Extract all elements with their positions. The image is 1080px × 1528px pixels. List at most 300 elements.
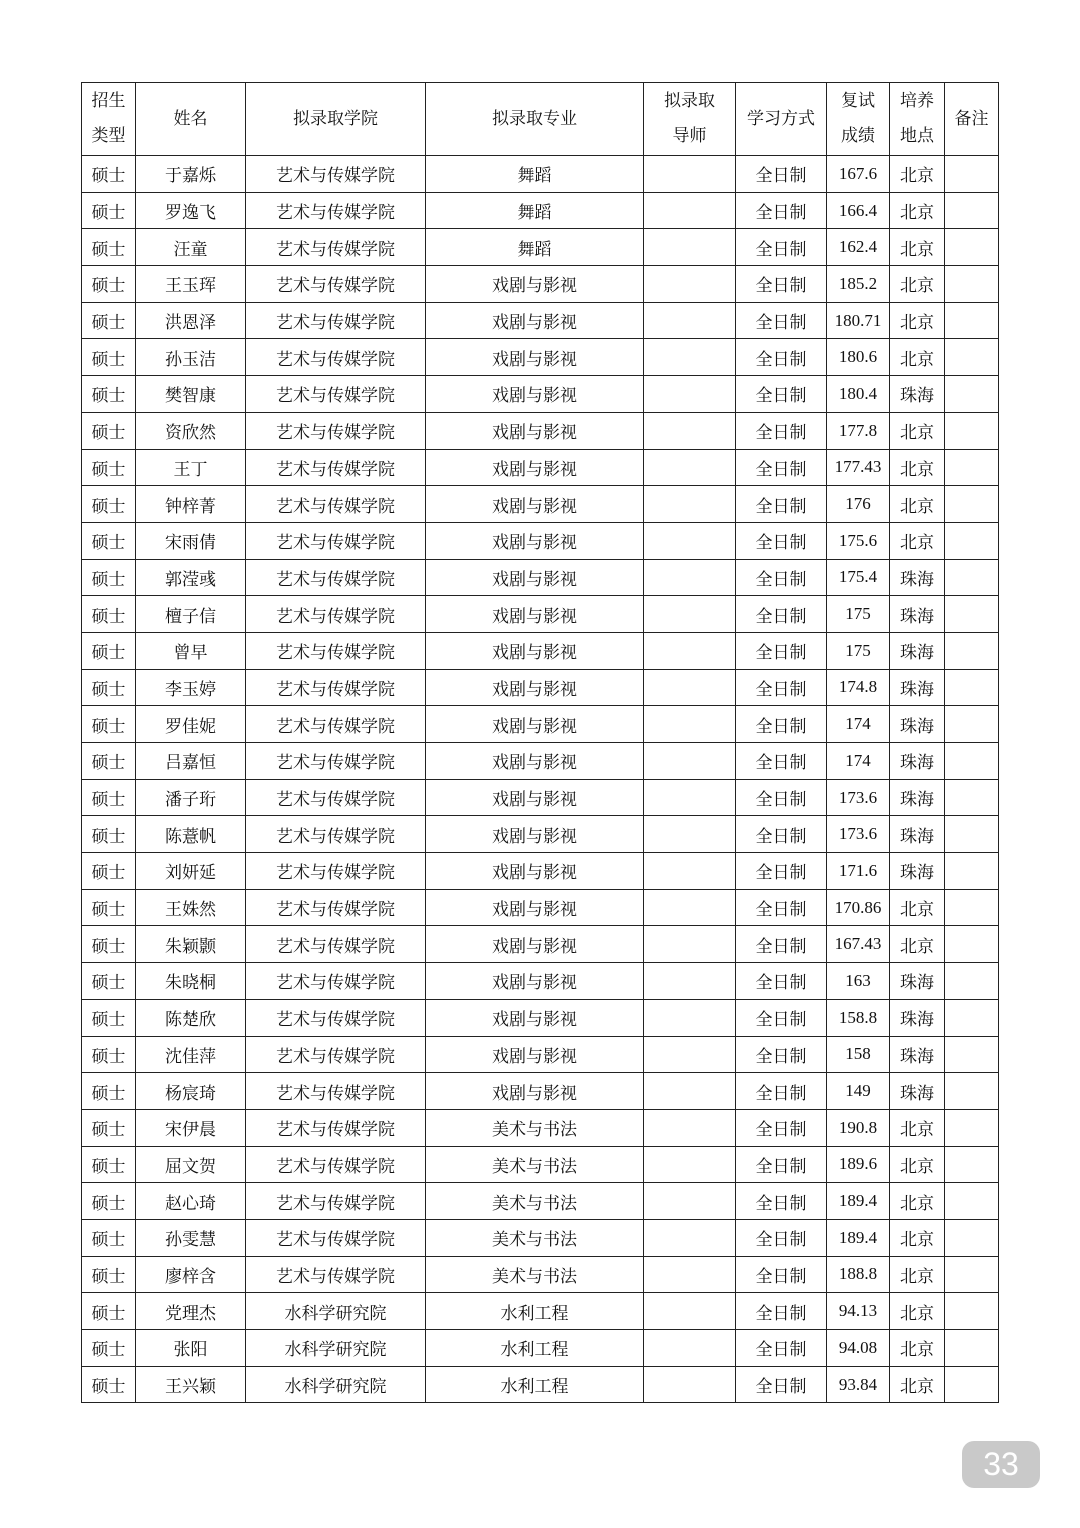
cell-advisor [644, 192, 736, 229]
cell-remark [945, 926, 999, 963]
cell-location: 北京 [890, 339, 945, 376]
cell-mode: 全日制 [736, 229, 827, 266]
cell-name: 潘子珩 [136, 779, 246, 816]
cell-remark [945, 889, 999, 926]
cell-remark [945, 632, 999, 669]
header-name: 姓名 [136, 83, 246, 156]
cell-name: 王兴颖 [136, 1366, 246, 1403]
cell-type: 硕士 [82, 266, 136, 303]
table-row [82, 339, 999, 376]
cell-name: 宋伊晨 [136, 1109, 246, 1146]
header-score: 复试 成绩 [827, 83, 890, 156]
cell-type: 硕士 [82, 339, 136, 376]
cell-location: 珠海 [890, 632, 945, 669]
cell-location: 北京 [890, 926, 945, 963]
cell-mode: 全日制 [736, 999, 827, 1036]
cell-college: 艺术与传媒学院 [246, 669, 426, 706]
header-row [82, 83, 999, 156]
cell-mode: 全日制 [736, 889, 827, 926]
cell-college: 艺术与传媒学院 [246, 706, 426, 743]
table-row [82, 156, 999, 193]
cell-major: 舞蹈 [426, 192, 644, 229]
cell-name: 郭滢彧 [136, 559, 246, 596]
cell-remark [945, 999, 999, 1036]
cell-score: 162.4 [827, 229, 890, 266]
cell-name: 廖梓含 [136, 1256, 246, 1293]
cell-type: 硕士 [82, 1330, 136, 1367]
cell-college: 艺术与传媒学院 [246, 1073, 426, 1110]
cell-mode: 全日制 [736, 1256, 827, 1293]
cell-type: 硕士 [82, 706, 136, 743]
cell-major: 美术与书法 [426, 1256, 644, 1293]
cell-location: 珠海 [890, 596, 945, 633]
cell-location: 北京 [890, 302, 945, 339]
cell-name: 樊智康 [136, 376, 246, 413]
cell-type: 硕士 [82, 1073, 136, 1110]
cell-mode: 全日制 [736, 1073, 827, 1110]
cell-score: 188.8 [827, 1256, 890, 1293]
cell-type: 硕士 [82, 376, 136, 413]
cell-score: 174 [827, 706, 890, 743]
cell-score: 94.13 [827, 1293, 890, 1330]
cell-score: 189.4 [827, 1219, 890, 1256]
cell-remark [945, 1256, 999, 1293]
cell-location: 珠海 [890, 376, 945, 413]
cell-advisor [644, 779, 736, 816]
cell-location: 珠海 [890, 853, 945, 890]
cell-remark [945, 1183, 999, 1220]
cell-mode: 全日制 [736, 596, 827, 633]
cell-score: 170.86 [827, 889, 890, 926]
cell-remark [945, 743, 999, 780]
cell-advisor [644, 926, 736, 963]
cell-name: 资欣然 [136, 412, 246, 449]
cell-college: 艺术与传媒学院 [246, 632, 426, 669]
cell-advisor [644, 449, 736, 486]
cell-mode: 全日制 [736, 1293, 827, 1330]
cell-major: 戏剧与影视 [426, 559, 644, 596]
cell-remark [945, 559, 999, 596]
cell-college: 艺术与传媒学院 [246, 412, 426, 449]
cell-college: 艺术与传媒学院 [246, 156, 426, 193]
table-row [82, 816, 999, 853]
cell-major: 戏剧与影视 [426, 926, 644, 963]
cell-college: 艺术与传媒学院 [246, 779, 426, 816]
header-type: 招生 类型 [82, 83, 136, 156]
cell-name: 刘妍延 [136, 853, 246, 890]
cell-advisor [644, 486, 736, 523]
cell-name: 王丁 [136, 449, 246, 486]
cell-college: 艺术与传媒学院 [246, 1036, 426, 1073]
cell-name: 钟梓菁 [136, 486, 246, 523]
cell-college: 艺术与传媒学院 [246, 486, 426, 523]
table-row [82, 1366, 999, 1403]
cell-score: 175 [827, 632, 890, 669]
cell-score: 158.8 [827, 999, 890, 1036]
cell-type: 硕士 [82, 449, 136, 486]
cell-college: 艺术与传媒学院 [246, 266, 426, 303]
cell-advisor [644, 853, 736, 890]
cell-college: 水科学研究院 [246, 1330, 426, 1367]
cell-mode: 全日制 [736, 449, 827, 486]
cell-score: 180.6 [827, 339, 890, 376]
cell-name: 孙雯慧 [136, 1219, 246, 1256]
cell-score: 176 [827, 486, 890, 523]
cell-location: 北京 [890, 229, 945, 266]
cell-major: 戏剧与影视 [426, 889, 644, 926]
cell-score: 174.8 [827, 669, 890, 706]
table-body [82, 156, 999, 1403]
cell-advisor [644, 522, 736, 559]
cell-advisor [644, 1330, 736, 1367]
table-row [82, 999, 999, 1036]
cell-type: 硕士 [82, 229, 136, 266]
cell-major: 戏剧与影视 [426, 1036, 644, 1073]
cell-advisor [644, 559, 736, 596]
cell-advisor [644, 1183, 736, 1220]
cell-location: 北京 [890, 192, 945, 229]
cell-name: 党理杰 [136, 1293, 246, 1330]
cell-advisor [644, 999, 736, 1036]
cell-mode: 全日制 [736, 1219, 827, 1256]
cell-remark [945, 669, 999, 706]
cell-major: 戏剧与影视 [426, 412, 644, 449]
admission-table [81, 82, 999, 1403]
cell-score: 180.71 [827, 302, 890, 339]
cell-mode: 全日制 [736, 156, 827, 193]
cell-advisor [644, 1146, 736, 1183]
cell-advisor [644, 632, 736, 669]
table-row [82, 229, 999, 266]
cell-name: 汪童 [136, 229, 246, 266]
header-advisor: 拟录取 导师 [644, 83, 736, 156]
cell-name: 朱晓桐 [136, 963, 246, 1000]
cell-remark [945, 1109, 999, 1146]
cell-mode: 全日制 [736, 743, 827, 780]
cell-advisor [644, 963, 736, 1000]
cell-remark [945, 192, 999, 229]
cell-location: 北京 [890, 889, 945, 926]
cell-remark [945, 1036, 999, 1073]
cell-major: 戏剧与影视 [426, 853, 644, 890]
cell-major: 美术与书法 [426, 1183, 644, 1220]
cell-advisor [644, 266, 736, 303]
table-row [82, 1036, 999, 1073]
cell-major: 美术与书法 [426, 1146, 644, 1183]
cell-remark [945, 486, 999, 523]
cell-location: 珠海 [890, 1073, 945, 1110]
cell-score: 177.8 [827, 412, 890, 449]
cell-advisor [644, 1293, 736, 1330]
table-row [82, 669, 999, 706]
cell-remark [945, 816, 999, 853]
cell-college: 艺术与传媒学院 [246, 522, 426, 559]
cell-major: 戏剧与影视 [426, 779, 644, 816]
cell-mode: 全日制 [736, 853, 827, 890]
cell-major: 舞蹈 [426, 229, 644, 266]
cell-remark [945, 853, 999, 890]
cell-major: 水利工程 [426, 1330, 644, 1367]
cell-name: 陈楚欣 [136, 999, 246, 1036]
cell-score: 163 [827, 963, 890, 1000]
cell-mode: 全日制 [736, 266, 827, 303]
cell-location: 珠海 [890, 743, 945, 780]
cell-college: 艺术与传媒学院 [246, 853, 426, 890]
cell-score: 175.6 [827, 522, 890, 559]
cell-major: 戏剧与影视 [426, 963, 644, 1000]
cell-mode: 全日制 [736, 339, 827, 376]
cell-type: 硕士 [82, 192, 136, 229]
cell-college: 艺术与传媒学院 [246, 596, 426, 633]
cell-major: 美术与书法 [426, 1219, 644, 1256]
table-row [82, 743, 999, 780]
cell-remark [945, 266, 999, 303]
cell-mode: 全日制 [736, 192, 827, 229]
cell-score: 173.6 [827, 816, 890, 853]
table-row [82, 1183, 999, 1220]
table-row [82, 889, 999, 926]
cell-college: 水科学研究院 [246, 1366, 426, 1403]
cell-remark [945, 449, 999, 486]
cell-score: 93.84 [827, 1366, 890, 1403]
cell-advisor [644, 816, 736, 853]
cell-type: 硕士 [82, 596, 136, 633]
cell-college: 艺术与传媒学院 [246, 339, 426, 376]
cell-score: 189.4 [827, 1183, 890, 1220]
cell-remark [945, 1073, 999, 1110]
cell-major: 戏剧与影视 [426, 669, 644, 706]
cell-location: 北京 [890, 156, 945, 193]
cell-score: 189.6 [827, 1146, 890, 1183]
table-row [82, 1146, 999, 1183]
cell-mode: 全日制 [736, 522, 827, 559]
cell-college: 艺术与传媒学院 [246, 816, 426, 853]
cell-mode: 全日制 [736, 1036, 827, 1073]
cell-score: 185.2 [827, 266, 890, 303]
cell-type: 硕士 [82, 1146, 136, 1183]
cell-college: 艺术与传媒学院 [246, 192, 426, 229]
cell-remark [945, 1293, 999, 1330]
cell-type: 硕士 [82, 486, 136, 523]
cell-name: 王玉珲 [136, 266, 246, 303]
cell-college: 艺术与传媒学院 [246, 1219, 426, 1256]
table-row [82, 1330, 999, 1367]
cell-mode: 全日制 [736, 632, 827, 669]
cell-location: 北京 [890, 449, 945, 486]
cell-advisor [644, 339, 736, 376]
cell-name: 赵心琦 [136, 1183, 246, 1220]
cell-score: 173.6 [827, 779, 890, 816]
cell-major: 戏剧与影视 [426, 816, 644, 853]
cell-college: 艺术与传媒学院 [246, 1183, 426, 1220]
cell-type: 硕士 [82, 156, 136, 193]
cell-location: 珠海 [890, 559, 945, 596]
cell-score: 175 [827, 596, 890, 633]
cell-advisor [644, 302, 736, 339]
cell-type: 硕士 [82, 816, 136, 853]
cell-college: 艺术与传媒学院 [246, 302, 426, 339]
cell-major: 戏剧与影视 [426, 486, 644, 523]
cell-score: 158 [827, 1036, 890, 1073]
cell-location: 珠海 [890, 669, 945, 706]
cell-type: 硕士 [82, 1109, 136, 1146]
table-row [82, 853, 999, 890]
table-row [82, 1073, 999, 1110]
cell-remark [945, 706, 999, 743]
cell-type: 硕士 [82, 743, 136, 780]
cell-type: 硕士 [82, 779, 136, 816]
cell-type: 硕士 [82, 963, 136, 1000]
table-header [82, 83, 999, 156]
cell-mode: 全日制 [736, 376, 827, 413]
cell-college: 艺术与传媒学院 [246, 999, 426, 1036]
cell-advisor [644, 376, 736, 413]
cell-name: 李玉婷 [136, 669, 246, 706]
table-row [82, 412, 999, 449]
cell-mode: 全日制 [736, 559, 827, 596]
table-row [82, 706, 999, 743]
cell-mode: 全日制 [736, 706, 827, 743]
cell-location: 北京 [890, 1183, 945, 1220]
cell-college: 艺术与传媒学院 [246, 559, 426, 596]
cell-major: 戏剧与影视 [426, 999, 644, 1036]
cell-type: 硕士 [82, 889, 136, 926]
cell-college: 水科学研究院 [246, 1293, 426, 1330]
cell-type: 硕士 [82, 302, 136, 339]
cell-advisor [644, 1366, 736, 1403]
cell-name: 张阳 [136, 1330, 246, 1367]
cell-advisor [644, 1219, 736, 1256]
cell-type: 硕士 [82, 926, 136, 963]
cell-type: 硕士 [82, 853, 136, 890]
cell-type: 硕士 [82, 1183, 136, 1220]
table-row [82, 449, 999, 486]
cell-type: 硕士 [82, 1293, 136, 1330]
table-row [82, 376, 999, 413]
cell-name: 于嘉烁 [136, 156, 246, 193]
cell-college: 艺术与传媒学院 [246, 449, 426, 486]
cell-score: 149 [827, 1073, 890, 1110]
cell-major: 戏剧与影视 [426, 449, 644, 486]
cell-mode: 全日制 [736, 669, 827, 706]
table-row [82, 522, 999, 559]
cell-mode: 全日制 [736, 302, 827, 339]
cell-type: 硕士 [82, 412, 136, 449]
cell-major: 舞蹈 [426, 156, 644, 193]
cell-location: 北京 [890, 266, 945, 303]
table-row [82, 1256, 999, 1293]
cell-remark [945, 412, 999, 449]
table-row [82, 963, 999, 1000]
cell-remark [945, 963, 999, 1000]
cell-major: 戏剧与影视 [426, 522, 644, 559]
cell-score: 167.6 [827, 156, 890, 193]
cell-type: 硕士 [82, 522, 136, 559]
cell-name: 曾早 [136, 632, 246, 669]
cell-college: 艺术与传媒学院 [246, 229, 426, 266]
table-row [82, 1109, 999, 1146]
cell-mode: 全日制 [736, 816, 827, 853]
table-row [82, 302, 999, 339]
cell-score: 171.6 [827, 853, 890, 890]
cell-location: 北京 [890, 522, 945, 559]
table-row [82, 1293, 999, 1330]
cell-remark [945, 339, 999, 376]
cell-advisor [644, 889, 736, 926]
cell-major: 戏剧与影视 [426, 339, 644, 376]
cell-advisor [644, 743, 736, 780]
table-row [82, 559, 999, 596]
cell-name: 罗佳妮 [136, 706, 246, 743]
header-location: 培养 地点 [890, 83, 945, 156]
cell-type: 硕士 [82, 1036, 136, 1073]
cell-name: 沈佳萍 [136, 1036, 246, 1073]
cell-name: 陈薏帆 [136, 816, 246, 853]
cell-college: 艺术与传媒学院 [246, 963, 426, 1000]
cell-mode: 全日制 [736, 1183, 827, 1220]
header-remark: 备注 [945, 83, 999, 156]
cell-advisor [644, 669, 736, 706]
cell-name: 杨宸琦 [136, 1073, 246, 1110]
cell-mode: 全日制 [736, 963, 827, 1000]
cell-score: 166.4 [827, 192, 890, 229]
cell-name: 宋雨倩 [136, 522, 246, 559]
cell-type: 硕士 [82, 1219, 136, 1256]
cell-remark [945, 522, 999, 559]
cell-remark [945, 1219, 999, 1256]
header-mode: 学习方式 [736, 83, 827, 156]
cell-score: 94.08 [827, 1330, 890, 1367]
table-row [82, 192, 999, 229]
cell-college: 艺术与传媒学院 [246, 376, 426, 413]
cell-score: 175.4 [827, 559, 890, 596]
cell-remark [945, 229, 999, 266]
cell-mode: 全日制 [736, 1109, 827, 1146]
cell-remark [945, 302, 999, 339]
cell-location: 珠海 [890, 816, 945, 853]
cell-college: 艺术与传媒学院 [246, 1256, 426, 1293]
cell-college: 艺术与传媒学院 [246, 889, 426, 926]
cell-advisor [644, 1073, 736, 1110]
cell-major: 戏剧与影视 [426, 376, 644, 413]
cell-score: 190.8 [827, 1109, 890, 1146]
cell-advisor [644, 156, 736, 193]
cell-name: 朱颖颢 [136, 926, 246, 963]
table-row [82, 1219, 999, 1256]
cell-score: 180.4 [827, 376, 890, 413]
table-row [82, 779, 999, 816]
cell-location: 珠海 [890, 999, 945, 1036]
table-row [82, 926, 999, 963]
table-row [82, 632, 999, 669]
cell-score: 177.43 [827, 449, 890, 486]
cell-name: 屈文贺 [136, 1146, 246, 1183]
cell-mode: 全日制 [736, 1146, 827, 1183]
cell-location: 珠海 [890, 779, 945, 816]
cell-major: 水利工程 [426, 1293, 644, 1330]
cell-mode: 全日制 [736, 412, 827, 449]
cell-name: 吕嘉恒 [136, 743, 246, 780]
cell-mode: 全日制 [736, 1366, 827, 1403]
table-row [82, 486, 999, 523]
cell-score: 167.43 [827, 926, 890, 963]
cell-location: 北京 [890, 1219, 945, 1256]
cell-advisor [644, 706, 736, 743]
cell-major: 戏剧与影视 [426, 596, 644, 633]
cell-name: 檀子信 [136, 596, 246, 633]
cell-remark [945, 376, 999, 413]
cell-major: 水利工程 [426, 1366, 644, 1403]
